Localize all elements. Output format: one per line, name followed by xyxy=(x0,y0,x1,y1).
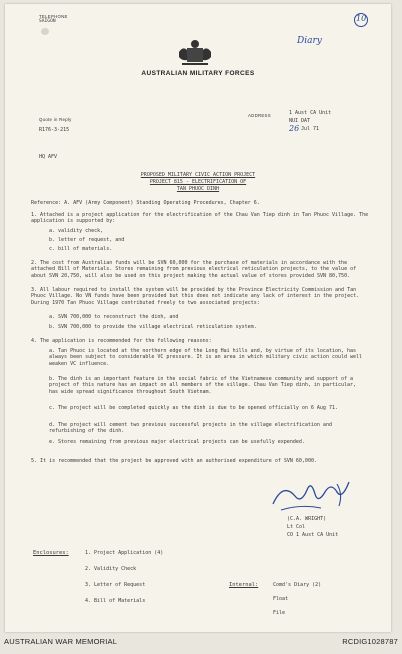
handwritten-date: 26 xyxy=(289,124,300,133)
address-line-2: NUI DAT xyxy=(289,118,311,124)
subject-line-1: PROPOSED MILITARY CIVIC ACTION PROJECT xyxy=(140,172,256,178)
enclosure-2: 2. Validity Check xyxy=(85,566,137,572)
address-label: ADDRESS xyxy=(248,113,271,118)
paragraph-1-item-c: c. bill of materials. xyxy=(49,246,113,252)
paragraph-4: 4. The application is recommended for the following reasons: xyxy=(31,338,212,344)
address-line-3: Jul 71 xyxy=(301,126,320,132)
paragraph-4-item-a: a. Tan Phuoc is located at the northern edge of the Long Hai hills and, by virtue of its location, has always been subject to considerable VC pressure. It is an area in which military civic action could well weaken VC influence. xyxy=(49,348,363,367)
subject-line-2: PROJECT 815 - ELECTRIFICATION OF xyxy=(149,179,247,185)
address-line-1: 1 Aust CA Unit xyxy=(289,110,332,116)
paragraph-1-item-a: a. validity check, xyxy=(49,228,104,234)
enclosure-1: 1. Project Application (4) xyxy=(85,550,164,556)
internal-item-2: Float xyxy=(273,596,289,602)
document-page xyxy=(5,4,391,632)
paragraph-1-item-b: b. letter of request, and xyxy=(49,237,125,243)
paragraph-3-item-b: b. SVN 700,000 to provide the village electrical reticulation system. xyxy=(49,324,257,330)
handwritten-page-number: 10 xyxy=(356,14,367,23)
reference-line: Reference: A. AFV (Army Component) Standing Operating Procedures, Chapter 6. xyxy=(31,200,260,206)
internal-item-3: File xyxy=(273,610,286,616)
internal-label: Internal: xyxy=(229,582,259,588)
enclosures-label: Enclosures: xyxy=(33,550,69,556)
telephone-value: SAIGON xyxy=(39,19,56,24)
telephone-label: TELEPHONE xyxy=(39,14,68,19)
internal-item-1: Comd's Diary (2) xyxy=(273,582,322,588)
archive-footer-left: AUSTRALIAN WAR MEMORIAL xyxy=(4,637,118,646)
subject-line-3: TAN PHUOC DINH xyxy=(176,186,220,192)
paragraph-4-item-b: b. The dinh is an important feature in the social fabric of the Vietnamese community and support of a project of this nature has an impact on all members of the village. Chau Van Tiep dinh, in particular, has wide spread significance throughout South Vietnam. xyxy=(49,376,357,395)
paragraph-5: 5. It is recommended that the project be approved with an authorised expenditure of SVN 60,000. xyxy=(31,458,317,464)
paragraph-4-item-e: e. Stores remaining from previous major electrical projects can be usefully expended. xyxy=(49,439,305,445)
handwritten-diary: Diary xyxy=(297,36,322,46)
paragraph-3-item-a: a. SVN 700,000 to reconstruct the dinh, and xyxy=(49,314,179,320)
enclosure-4: 4. Bill of Materials xyxy=(85,598,146,604)
org-title: AUSTRALIAN MILITARY FORCES xyxy=(141,70,255,77)
quote-label: Quote in Reply xyxy=(39,117,72,122)
recipient: HQ AFV xyxy=(39,154,58,160)
handwritten-signature xyxy=(267,474,367,516)
page-number-circle xyxy=(354,13,368,27)
signatory-unit: CO 1 Aust CA Unit xyxy=(287,532,339,538)
signatory-name: (C.A. WRIGHT) xyxy=(287,516,327,522)
coat-of-arms-icon xyxy=(176,38,214,68)
signatory-rank: Lt Col xyxy=(287,524,306,530)
paragraph-4-item-c: c. The project will be completed quickly as the dinh is due to be opened officially on 6 Aug 71. xyxy=(49,405,338,411)
paragraph-2: 2. The cost from Australian funds will be SVN 60,000 for the purchase of materials in accordance with the attached Bill of Materials. Stores remaining from previous electrical reticulation projects, to the value of about SVN 20,750, will also be used on this project making the actual value of stores provided SVN 80,750. xyxy=(31,260,357,279)
paragraph-4-item-d: d. The project will cement two previous successful projects in the village electrification and refurbishing of the dinh. xyxy=(49,422,332,435)
enclosure-3: 3. Letter of Request xyxy=(85,582,146,588)
punch-hole xyxy=(41,28,49,35)
paragraph-3: 3. All labour required to install the system will be provided by the Province Electricity Commission and Tan Phuoc Village. No VN funds have been provided but this does not indicate any lack of interest in the project. During 1970 Tan Phuoc Village contributed freely to two associated projects: xyxy=(31,287,360,306)
reference-number: R176-3-215 xyxy=(39,127,70,133)
paragraph-1: 1. Attached is a project application for the electrification of the Chau Van Tiep dinh in Tan Phuoc Village. The application is supported by: xyxy=(31,212,369,225)
archive-footer-right: RCDIG1028787 xyxy=(342,637,398,646)
